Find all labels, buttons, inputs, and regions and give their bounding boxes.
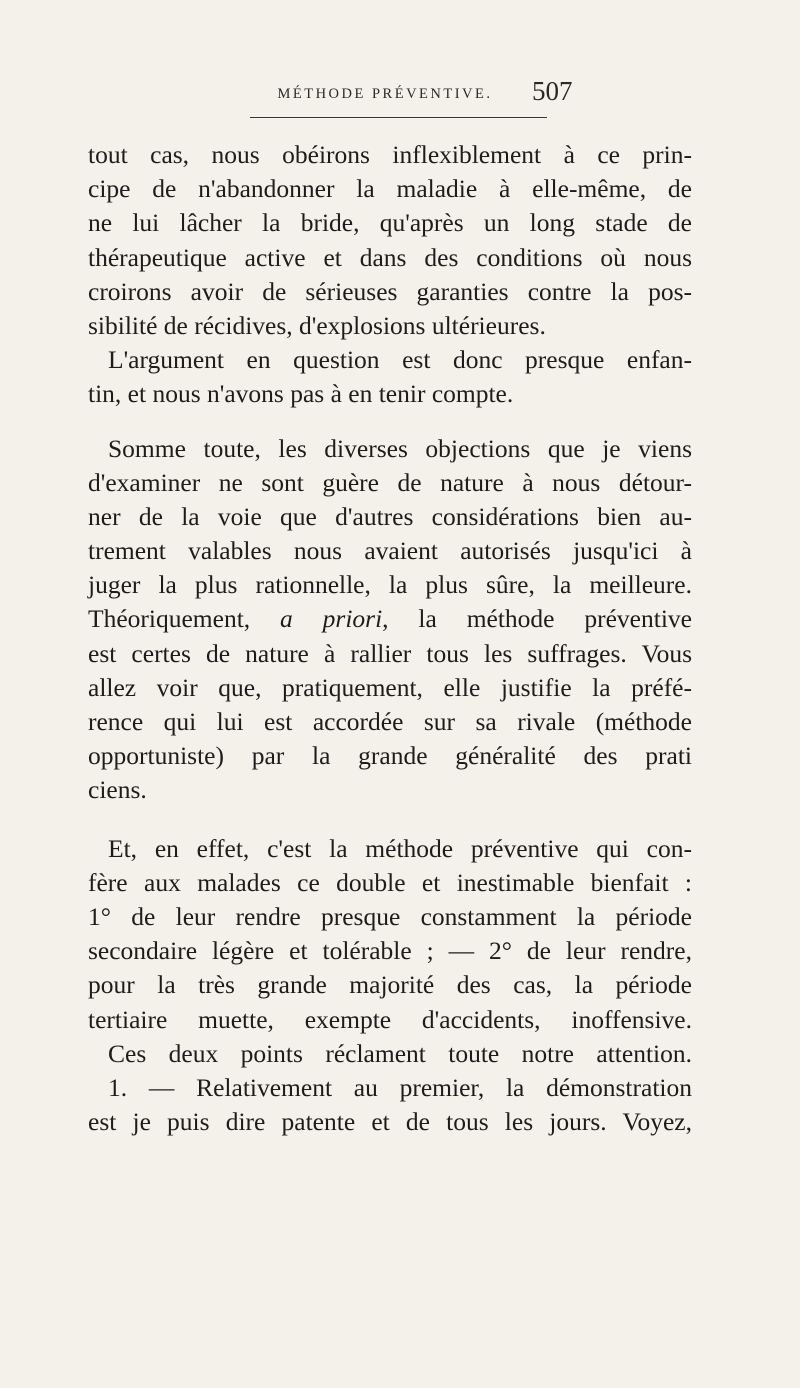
header-rule <box>250 117 547 118</box>
text-line: d'examiner ne sont guère de nature à nous détour- <box>88 467 692 497</box>
paragraph-1 <box>88 138 692 412</box>
text-line: thérapeutique active et dans des conditions où nous <box>88 242 692 272</box>
text-line: ne lui lâcher la bride, qu'après un long stade de <box>88 208 692 238</box>
text-line: Et, en effet, c'est la méthode préventive qui con- <box>108 833 692 863</box>
text-line: tin, et nous n'avons pas à en tenir compte. <box>88 379 514 409</box>
text-line: sibilité de récidives, d'explosions ultérieures. <box>88 310 546 340</box>
text-line: L'argument en question est donc presque enfan- <box>108 345 692 375</box>
text-line: secondaire légère et tolérable ; — 2° de leur rendre, <box>88 936 692 966</box>
text-line: croirons avoir de sérieuses garanties contre la pos- <box>88 276 692 306</box>
paragraph-2 <box>88 432 692 808</box>
page-number: 507 <box>532 76 573 106</box>
running-header: MÉTHODE PRÉVENTIVE. <box>277 86 493 102</box>
text-line: fère aux malades ce double et inestimable bienfait : <box>88 867 692 897</box>
text-line: juger la plus rationnelle, la plus sûre, la meilleure. <box>88 570 692 600</box>
text-line: est je puis dire patente et de tous les jours. Voyez, <box>88 1107 692 1137</box>
text-line: ner de la voie que d'autres considérations bien au- <box>88 501 692 531</box>
text-line: trement valables nous avaient autorisés jusqu'ici à <box>88 536 692 566</box>
text-run: , la méthode préventive <box>382 604 692 634</box>
text-line: tout cas, nous obéirons inflexiblement à ce prin- <box>88 140 692 169</box>
body-text <box>88 138 692 1139</box>
text-line: 1° de leur rendre presque constamment la période <box>88 901 692 931</box>
text-run: Théoriquement, <box>88 604 251 634</box>
text-line: rence qui lui est accordée sur sa rivale (méthode <box>88 707 692 736</box>
text-line: allez voir que, pratiquement, elle justifie la préfé- <box>88 672 692 702</box>
text-line: opportuniste) par la grande généralité des prati <box>88 741 692 771</box>
text-line: tertiaire muette, exempte d'accidents, inoffensive. <box>88 1004 692 1034</box>
text-line: Ces deux points réclament toute notre attention. <box>108 1038 692 1068</box>
italic-text: a priori <box>280 604 383 634</box>
paragraph-gap <box>88 808 692 832</box>
text-line: ciens. <box>88 775 147 805</box>
text-line: Somme toute, les diverses objections que je viens <box>108 433 692 463</box>
text-line-mixed <box>88 602 692 636</box>
paragraph-3 <box>88 832 692 1140</box>
paragraph-gap <box>88 412 692 432</box>
text-line: 1. — Relativement au premier, la démonstration <box>108 1072 692 1102</box>
text-line: est certes de nature à rallier tous les suffrages. Vous <box>88 638 692 668</box>
text-line: pour la très grande majorité des cas, la période <box>88 970 692 1000</box>
text-line: cipe de n'abandonner la maladie à elle-même, de <box>88 174 692 204</box>
